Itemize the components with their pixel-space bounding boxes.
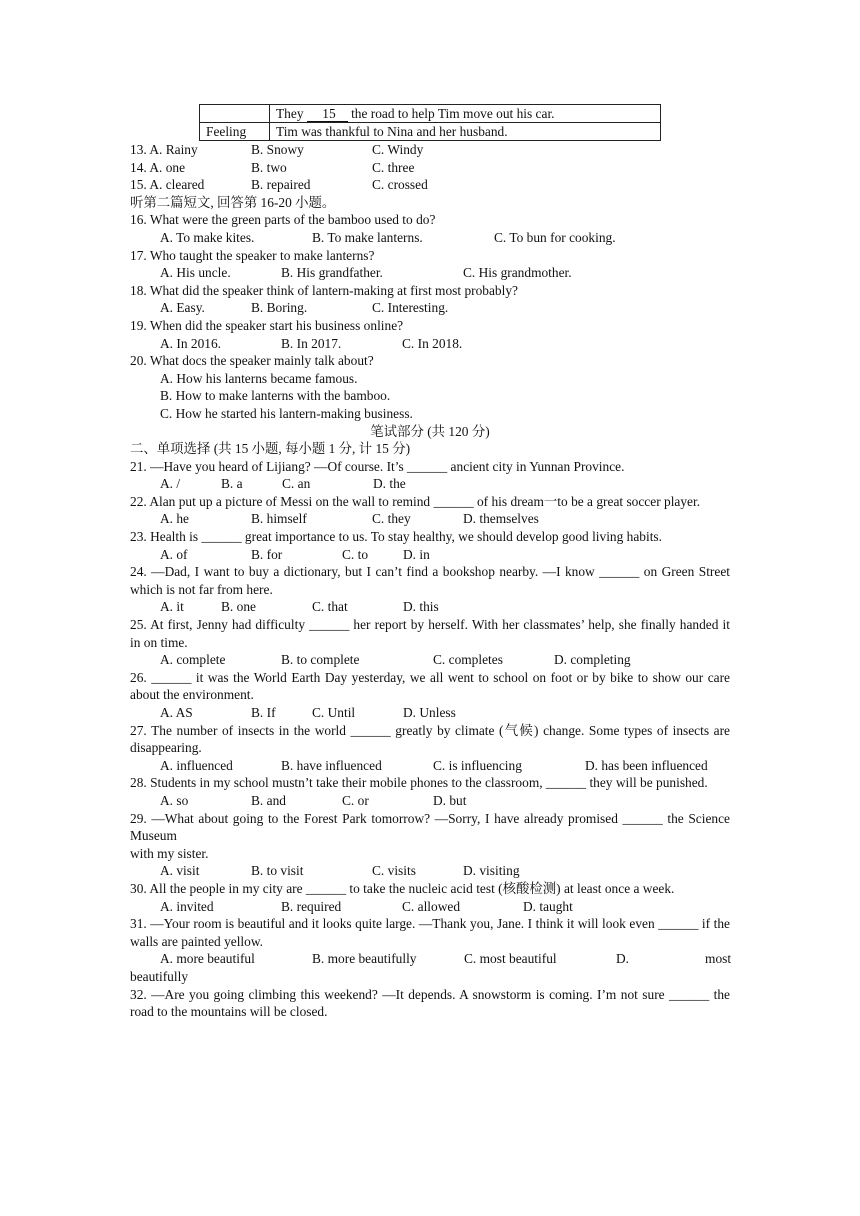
option-c: C. or	[342, 792, 369, 808]
options-29	[130, 862, 730, 880]
table-text: They	[276, 106, 304, 121]
option-d: D. this	[403, 599, 439, 615]
option-b: B. for	[251, 546, 283, 562]
option-b: B. How to make lanterns with the bamboo.	[160, 388, 391, 404]
option-b: B. and	[251, 792, 286, 808]
option-c: C. Until	[312, 705, 356, 720]
option-c: C. Interesting.	[372, 300, 449, 316]
option-d: D. the	[373, 476, 406, 492]
option-d: D. completing	[554, 652, 631, 668]
option-d: D. but	[433, 792, 467, 808]
option-a: A. Easy.	[160, 300, 205, 316]
options-24	[130, 598, 730, 616]
option-a: A. visit	[160, 863, 200, 879]
option-d: D. taught	[523, 898, 573, 914]
option-b: B. required	[281, 898, 342, 914]
option-a: 14. A. one	[130, 159, 186, 175]
question-29: 29. —What about going to the Forest Park tomorrow? —Sorry, I have already promised ______ the Science Museum	[130, 810, 730, 844]
options-16	[130, 229, 730, 247]
option-a: A. To make kites.	[160, 229, 255, 245]
options-27	[130, 757, 730, 775]
option-a: A. complete	[160, 652, 226, 668]
options-22	[130, 510, 730, 528]
options-31	[130, 950, 730, 968]
option-b: B. If	[251, 705, 276, 720]
options-19	[130, 335, 730, 353]
options-row-15	[130, 176, 730, 194]
option-a: A. In 2016.	[160, 335, 221, 351]
option-a: A. influenced	[160, 757, 233, 773]
option-d: D. themselves	[463, 511, 539, 527]
option-a: A. /	[160, 476, 181, 492]
question-20: 20. What docs the speaker mainly talk about?	[130, 353, 374, 369]
option-d: D. visiting	[463, 863, 520, 879]
option-b: B. repaired	[251, 177, 311, 193]
written-part-title: 笔试部分 (共 120 分)	[370, 423, 490, 439]
option-c: C. they	[372, 511, 411, 527]
question-30: 30. All the people in my city are ______ to take the nucleic acid test (核酸检测) at least once a week.	[130, 880, 675, 896]
option-c: C. visits	[372, 863, 416, 879]
option-b: B. more beautifully	[312, 951, 417, 967]
question-32: 32. —Are you going climbing this weekend? —It depends. A snowstorm is coming. I’m not sure ______ the road to the mountains will be closed.	[130, 986, 730, 1020]
blank-15	[307, 107, 348, 122]
option-a: A. How his lanterns became famous.	[160, 370, 358, 386]
option-c: C. In 2018.	[402, 335, 463, 351]
option-c: C. that	[312, 599, 348, 615]
option-c: C. an	[282, 476, 311, 492]
option-b: B. to complete	[281, 652, 360, 668]
question-25: 25. At first, Jenny had difficulty ______ her report by herself. With her classmates’ help, she finally handed it in on time.	[130, 617, 730, 650]
option-b: B. Snowy	[251, 142, 304, 157]
option-a: A. AS	[160, 705, 193, 720]
option-c: C. to	[342, 546, 369, 562]
table-row	[200, 105, 661, 123]
option-b: B. two	[251, 159, 287, 175]
question-body	[130, 141, 730, 1021]
option-a: 15. A. cleared	[130, 177, 205, 193]
option-b: B. himself	[251, 511, 307, 527]
question-21: 21. —Have you heard of Lijiang? —Of course. It’s ______ ancient city in Yunnan Province.	[130, 458, 625, 474]
option-d: D. has been influenced	[585, 757, 708, 773]
table-text-cell	[270, 105, 661, 123]
options-17	[130, 264, 730, 282]
question-22: 22. Alan put up a picture of Messi on the wall to remind ______ of his dream一to be a great soccer player.	[130, 493, 701, 509]
option-d-continuation: beautifully	[130, 968, 189, 984]
table-text-cell: Tim was thankful to Nina and her husband.	[270, 123, 661, 141]
question-27: 27. The number of insects in the world ______ greatly by climate (气候) change. Some types of insects are disappearing.	[130, 722, 730, 756]
options-28	[130, 792, 730, 810]
table-text: the road to help Tim move out his car.	[351, 106, 555, 121]
option-a: A. more beautiful	[160, 951, 255, 967]
question-31: 31. —Your room is beautiful and it looks quite large. —Thank you, Jane. I think it will look even ______ if the walls are painted yellow.	[130, 916, 730, 949]
option-c: C. How he started his lantern-making business.	[160, 405, 413, 421]
option-b: B. one	[221, 599, 256, 615]
option-d: D. in	[403, 546, 430, 562]
question-continuation: with my sister.	[130, 845, 209, 861]
options-23	[130, 546, 730, 564]
option-e: most	[705, 951, 732, 967]
question-16: 16. What were the green parts of the bamboo used to do?	[130, 212, 436, 228]
option-a: A. invited	[160, 898, 214, 914]
table-label-cell: Feeling	[200, 123, 270, 141]
question-19: 19. When did the speaker start his business online?	[130, 317, 404, 333]
options-row-13	[130, 141, 730, 159]
option-b: B. In 2017.	[281, 335, 342, 351]
option-a: A. of	[160, 546, 188, 562]
option-c: C. To bun for cooking.	[494, 229, 616, 245]
option-c: C. His grandmother.	[463, 265, 572, 281]
option-a: A. His uncle.	[160, 265, 231, 281]
option-c: C. most beautiful	[464, 951, 557, 967]
option-d: D.	[616, 951, 630, 967]
question-28: 28. Students in my school mustn’t take their mobile phones to the classroom, ______ they will be punished.	[130, 775, 708, 791]
option-a: A. it	[160, 599, 184, 615]
options-18	[130, 299, 730, 317]
option-b: B. have influenced	[281, 757, 382, 773]
option-a: A. so	[160, 792, 189, 808]
question-18: 18. What did the speaker think of lantern-making at first most probably?	[130, 282, 518, 298]
option-a: 13. A. Rainy	[130, 142, 198, 157]
question-26: 26. ______ it was the World Earth Day yesterday, we all went to school on foot or by bike to show our care about the environment.	[130, 669, 730, 703]
section-heading: 二、单项选择 (共 15 小题, 每小题 1 分, 计 15 分)	[130, 441, 411, 457]
multiple-choice-list	[130, 458, 730, 1021]
option-b: B. Boring.	[251, 300, 308, 316]
summary-table	[199, 104, 661, 141]
passage2-heading: 听第二篇短文, 回答第 16-20 小题。	[130, 194, 336, 210]
option-c: C. allowed	[402, 898, 461, 914]
blank-number: 15	[322, 106, 336, 121]
option-c: C. is influencing	[433, 757, 522, 773]
question-24: 24. —Dad, I want to buy a dictionary, but I can’t find a bookshop nearby. —I know ______ on Green Street which is not far from here.	[130, 564, 730, 597]
option-b: B. a	[221, 476, 243, 492]
options-21	[130, 475, 730, 493]
option-c: C. completes	[433, 652, 503, 668]
option-b: B. To make lanterns.	[312, 229, 423, 245]
option-c: C. crossed	[372, 177, 428, 193]
question-17: 17. Who taught the speaker to make lanterns?	[130, 247, 375, 263]
options-30	[130, 898, 730, 916]
option-d: D. Unless	[403, 705, 456, 720]
options-row-14	[130, 159, 730, 177]
option-b: B. His grandfather.	[281, 265, 383, 281]
question-23: 23. Health is ______ great importance to us. To stay healthy, we should develop good living habits.	[130, 529, 662, 545]
table-label-cell	[200, 105, 270, 123]
table-row	[200, 123, 661, 141]
option-a: A. he	[160, 511, 190, 527]
options-25	[130, 651, 730, 669]
option-c: C. three	[372, 159, 415, 175]
option-b: B. to visit	[251, 863, 304, 879]
options-26	[130, 704, 730, 722]
option-c: C. Windy	[372, 142, 424, 157]
